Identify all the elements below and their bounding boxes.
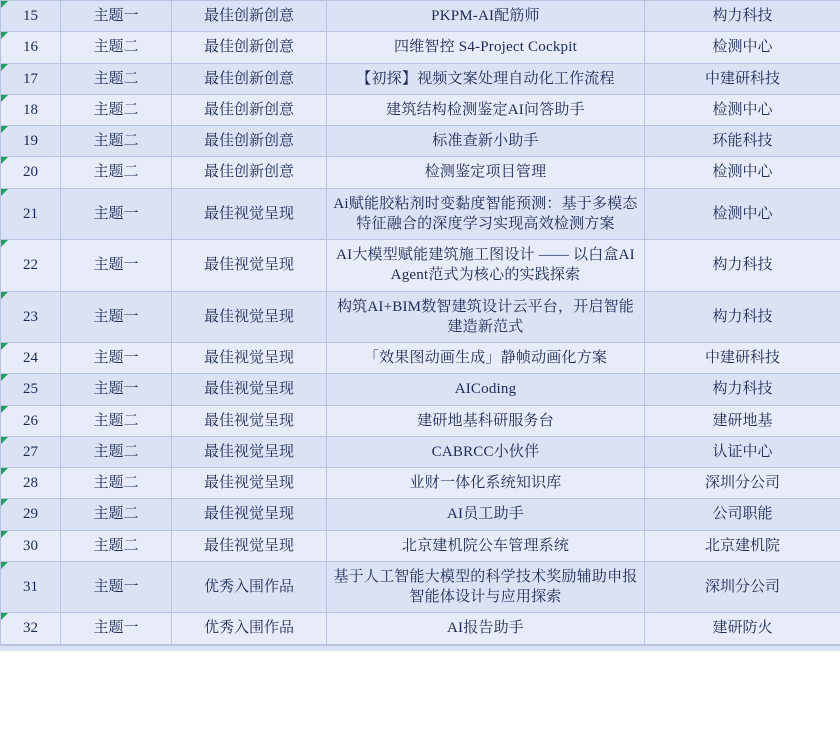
row-index-label: 18	[23, 101, 38, 118]
organization-cell[interactable]: 公司职能	[645, 499, 840, 530]
row-index-cell[interactable]	[1, 405, 61, 436]
organization-cell[interactable]: 建研防火	[645, 613, 840, 644]
organization-cell[interactable]: 检测中心	[645, 32, 840, 63]
row-index-label: 25	[23, 381, 38, 398]
award-cell[interactable]: 最佳创新创意	[172, 157, 327, 188]
theme-cell[interactable]: 主题二	[61, 126, 172, 157]
comment-marker-icon	[1, 157, 8, 164]
comment-marker-icon	[1, 531, 8, 538]
work-name-cell[interactable]: CABRCC小伙伴	[327, 436, 645, 467]
work-name-cell[interactable]: 检测鉴定项目管理	[327, 157, 645, 188]
work-name-cell[interactable]: AI员工助手	[327, 499, 645, 530]
comment-marker-icon	[1, 343, 8, 350]
table-body	[1, 1, 840, 645]
row-index-label: 23	[23, 308, 38, 325]
theme-cell[interactable]: 主题二	[61, 468, 172, 499]
theme-cell[interactable]: 主题二	[61, 32, 172, 63]
work-name-cell[interactable]: 基于人工智能大模型的科学技术奖励辅助申报智能体设计与应用探索	[327, 561, 645, 613]
table-row[interactable]	[1, 530, 840, 561]
row-index-label: 20	[23, 164, 38, 181]
theme-cell[interactable]: 主题一	[61, 291, 172, 343]
row-index-cell[interactable]	[1, 343, 61, 374]
table-row[interactable]	[1, 499, 840, 530]
organization-cell[interactable]: 北京建机院	[645, 530, 840, 561]
award-cell[interactable]: 最佳视觉呈现	[172, 188, 327, 240]
row-index-label: 32	[23, 620, 38, 637]
comment-marker-icon	[1, 437, 8, 444]
organization-cell[interactable]: 构力科技	[645, 374, 840, 405]
row-index-label: 29	[23, 506, 38, 523]
row-index-cell[interactable]	[1, 613, 61, 644]
row-index-label: 22	[23, 257, 38, 274]
row-index-label: 24	[23, 350, 38, 366]
row-index-cell[interactable]	[1, 468, 61, 499]
row-index-cell[interactable]	[1, 530, 61, 561]
table-row[interactable]	[1, 188, 840, 240]
award-cell[interactable]: 最佳创新创意	[172, 32, 327, 63]
row-index-label: 30	[23, 537, 38, 554]
table-row[interactable]	[1, 126, 840, 157]
theme-cell[interactable]: 主题一	[61, 613, 172, 644]
work-name-cell[interactable]: 四维智控 S4-Project Cockpit	[327, 32, 645, 63]
table-row[interactable]	[1, 343, 840, 374]
row-index-label: 28	[23, 475, 38, 491]
theme-cell[interactable]: 主题一	[61, 374, 172, 405]
award-cell[interactable]: 最佳视觉呈现	[172, 530, 327, 561]
row-index-label: 27	[23, 443, 38, 460]
row-index-cell[interactable]	[1, 436, 61, 467]
theme-cell[interactable]: 主题一	[61, 188, 172, 240]
organization-cell[interactable]: 构力科技	[645, 291, 840, 343]
organization-cell[interactable]: 深圳分公司	[645, 561, 840, 613]
theme-cell[interactable]: 主题二	[61, 63, 172, 94]
comment-marker-icon	[1, 292, 8, 299]
comment-marker-icon	[1, 189, 8, 196]
row-index-label: 21	[23, 205, 38, 222]
theme-cell[interactable]: 主题二	[61, 499, 172, 530]
award-cell[interactable]: 最佳视觉呈现	[172, 343, 327, 374]
award-cell[interactable]: 最佳创新创意	[172, 1, 327, 32]
theme-cell[interactable]: 主题二	[61, 405, 172, 436]
award-cell[interactable]: 最佳视觉呈现	[172, 405, 327, 436]
theme-cell[interactable]: 主题二	[61, 530, 172, 561]
comment-marker-icon	[1, 126, 8, 133]
table-row[interactable]	[1, 561, 840, 613]
work-name-cell[interactable]: 业财一体化系统知识库	[327, 468, 645, 499]
comment-marker-icon	[1, 406, 8, 413]
table-row[interactable]	[1, 63, 840, 94]
row-index-cell[interactable]	[1, 126, 61, 157]
organization-cell[interactable]: 构力科技	[645, 1, 840, 32]
organization-cell[interactable]: 环能科技	[645, 126, 840, 157]
row-index-label: 31	[23, 578, 38, 595]
table-row[interactable]	[1, 405, 840, 436]
work-name-cell[interactable]: 标准查新小助手	[327, 126, 645, 157]
award-cell[interactable]: 最佳创新创意	[172, 94, 327, 125]
comment-marker-icon	[1, 1, 8, 8]
row-index-cell[interactable]	[1, 188, 61, 240]
theme-cell[interactable]: 主题二	[61, 94, 172, 125]
row-index-label: 16	[23, 39, 38, 56]
theme-cell[interactable]: 主题二	[61, 157, 172, 188]
award-cell[interactable]: 最佳视觉呈现	[172, 240, 327, 292]
table-row[interactable]	[1, 291, 840, 343]
organization-cell[interactable]: 建研地基	[645, 405, 840, 436]
comment-marker-icon	[1, 95, 8, 102]
theme-cell[interactable]: 主题一	[61, 1, 172, 32]
row-index-cell[interactable]	[1, 374, 61, 405]
table-row[interactable]	[1, 94, 840, 125]
work-name-cell[interactable]: 建研地基科研服务台	[327, 405, 645, 436]
organization-cell[interactable]: 深圳分公司	[645, 468, 840, 499]
work-name-cell[interactable]: AICoding	[327, 374, 645, 405]
work-name-cell[interactable]: AI报告助手	[327, 613, 645, 644]
row-index-label: 26	[23, 412, 38, 429]
theme-cell[interactable]: 主题一	[61, 561, 172, 613]
theme-cell[interactable]: 主题一	[61, 343, 172, 374]
work-name-cell[interactable]: PKPM-AI配筋师	[327, 1, 645, 32]
row-index-cell[interactable]	[1, 32, 61, 63]
table-row[interactable]	[1, 240, 840, 292]
table-row[interactable]	[1, 374, 840, 405]
table-row[interactable]	[1, 32, 840, 63]
award-cell[interactable]: 优秀入围作品	[172, 561, 327, 613]
organization-cell[interactable]: 检测中心	[645, 157, 840, 188]
comment-marker-icon	[1, 468, 8, 475]
work-name-cell[interactable]: Ai赋能胶粘剂时变黏度智能预测：基于多模态特征融合的深度学习实现高效检测方案	[327, 188, 645, 240]
award-cell[interactable]: 最佳视觉呈现	[172, 436, 327, 467]
work-name-cell[interactable]: 建筑结构检测鉴定AI问答助手	[327, 94, 645, 125]
award-cell[interactable]: 最佳创新创意	[172, 63, 327, 94]
award-cell[interactable]: 最佳创新创意	[172, 126, 327, 157]
row-index-cell[interactable]	[1, 94, 61, 125]
comment-marker-icon	[1, 32, 8, 39]
row-index-cell[interactable]	[1, 63, 61, 94]
work-name-cell[interactable]: AI大模型赋能建筑施工图设计 —— 以白盒AI Agent范式为核心的实践探索	[327, 240, 645, 292]
comment-marker-icon	[1, 374, 8, 381]
row-index-cell[interactable]	[1, 1, 61, 32]
table-row[interactable]	[1, 1, 840, 32]
table-row[interactable]	[1, 613, 840, 644]
award-cell[interactable]: 最佳视觉呈现	[172, 468, 327, 499]
table-row[interactable]	[1, 468, 840, 499]
organization-cell[interactable]: 检测中心	[645, 188, 840, 240]
work-name-cell[interactable]: 构筑AI+BIM数智建筑设计云平台，开启智能建造新范式	[327, 291, 645, 343]
clipped-next-row	[0, 645, 840, 651]
comment-marker-icon	[1, 613, 8, 620]
row-index-label: 15	[23, 8, 38, 24]
award-cell[interactable]: 最佳视觉呈现	[172, 291, 327, 343]
row-index-label: 17	[23, 70, 38, 87]
row-index-cell[interactable]	[1, 157, 61, 188]
table-row[interactable]	[1, 157, 840, 188]
organization-cell[interactable]: 构力科技	[645, 240, 840, 292]
work-name-cell[interactable]: 【初探】视频文案处理自动化工作流程	[327, 63, 645, 94]
organization-cell[interactable]: 检测中心	[645, 94, 840, 125]
organization-cell[interactable]: 中建研科技	[645, 343, 840, 374]
organization-cell[interactable]: 认证中心	[645, 436, 840, 467]
row-index-cell[interactable]	[1, 291, 61, 343]
comment-marker-icon	[1, 562, 8, 569]
comment-marker-icon	[1, 499, 8, 506]
row-index-cell[interactable]	[1, 240, 61, 292]
row-index-cell[interactable]	[1, 561, 61, 613]
comment-marker-icon	[1, 64, 8, 71]
comment-marker-icon	[1, 240, 8, 247]
row-index-cell[interactable]	[1, 499, 61, 530]
theme-cell[interactable]: 主题一	[61, 240, 172, 292]
award-cell[interactable]: 优秀入围作品	[172, 613, 327, 644]
award-cell[interactable]: 最佳视觉呈现	[172, 499, 327, 530]
theme-cell[interactable]: 主题二	[61, 436, 172, 467]
organization-cell[interactable]: 中建研科技	[645, 63, 840, 94]
work-name-cell[interactable]: 「效果图动画生成」静帧动画化方案	[327, 343, 645, 374]
work-name-cell[interactable]: 北京建机院公车管理系统	[327, 530, 645, 561]
row-index-label: 19	[23, 133, 38, 149]
award-cell[interactable]: 最佳视觉呈现	[172, 374, 327, 405]
table-row[interactable]	[1, 436, 840, 467]
